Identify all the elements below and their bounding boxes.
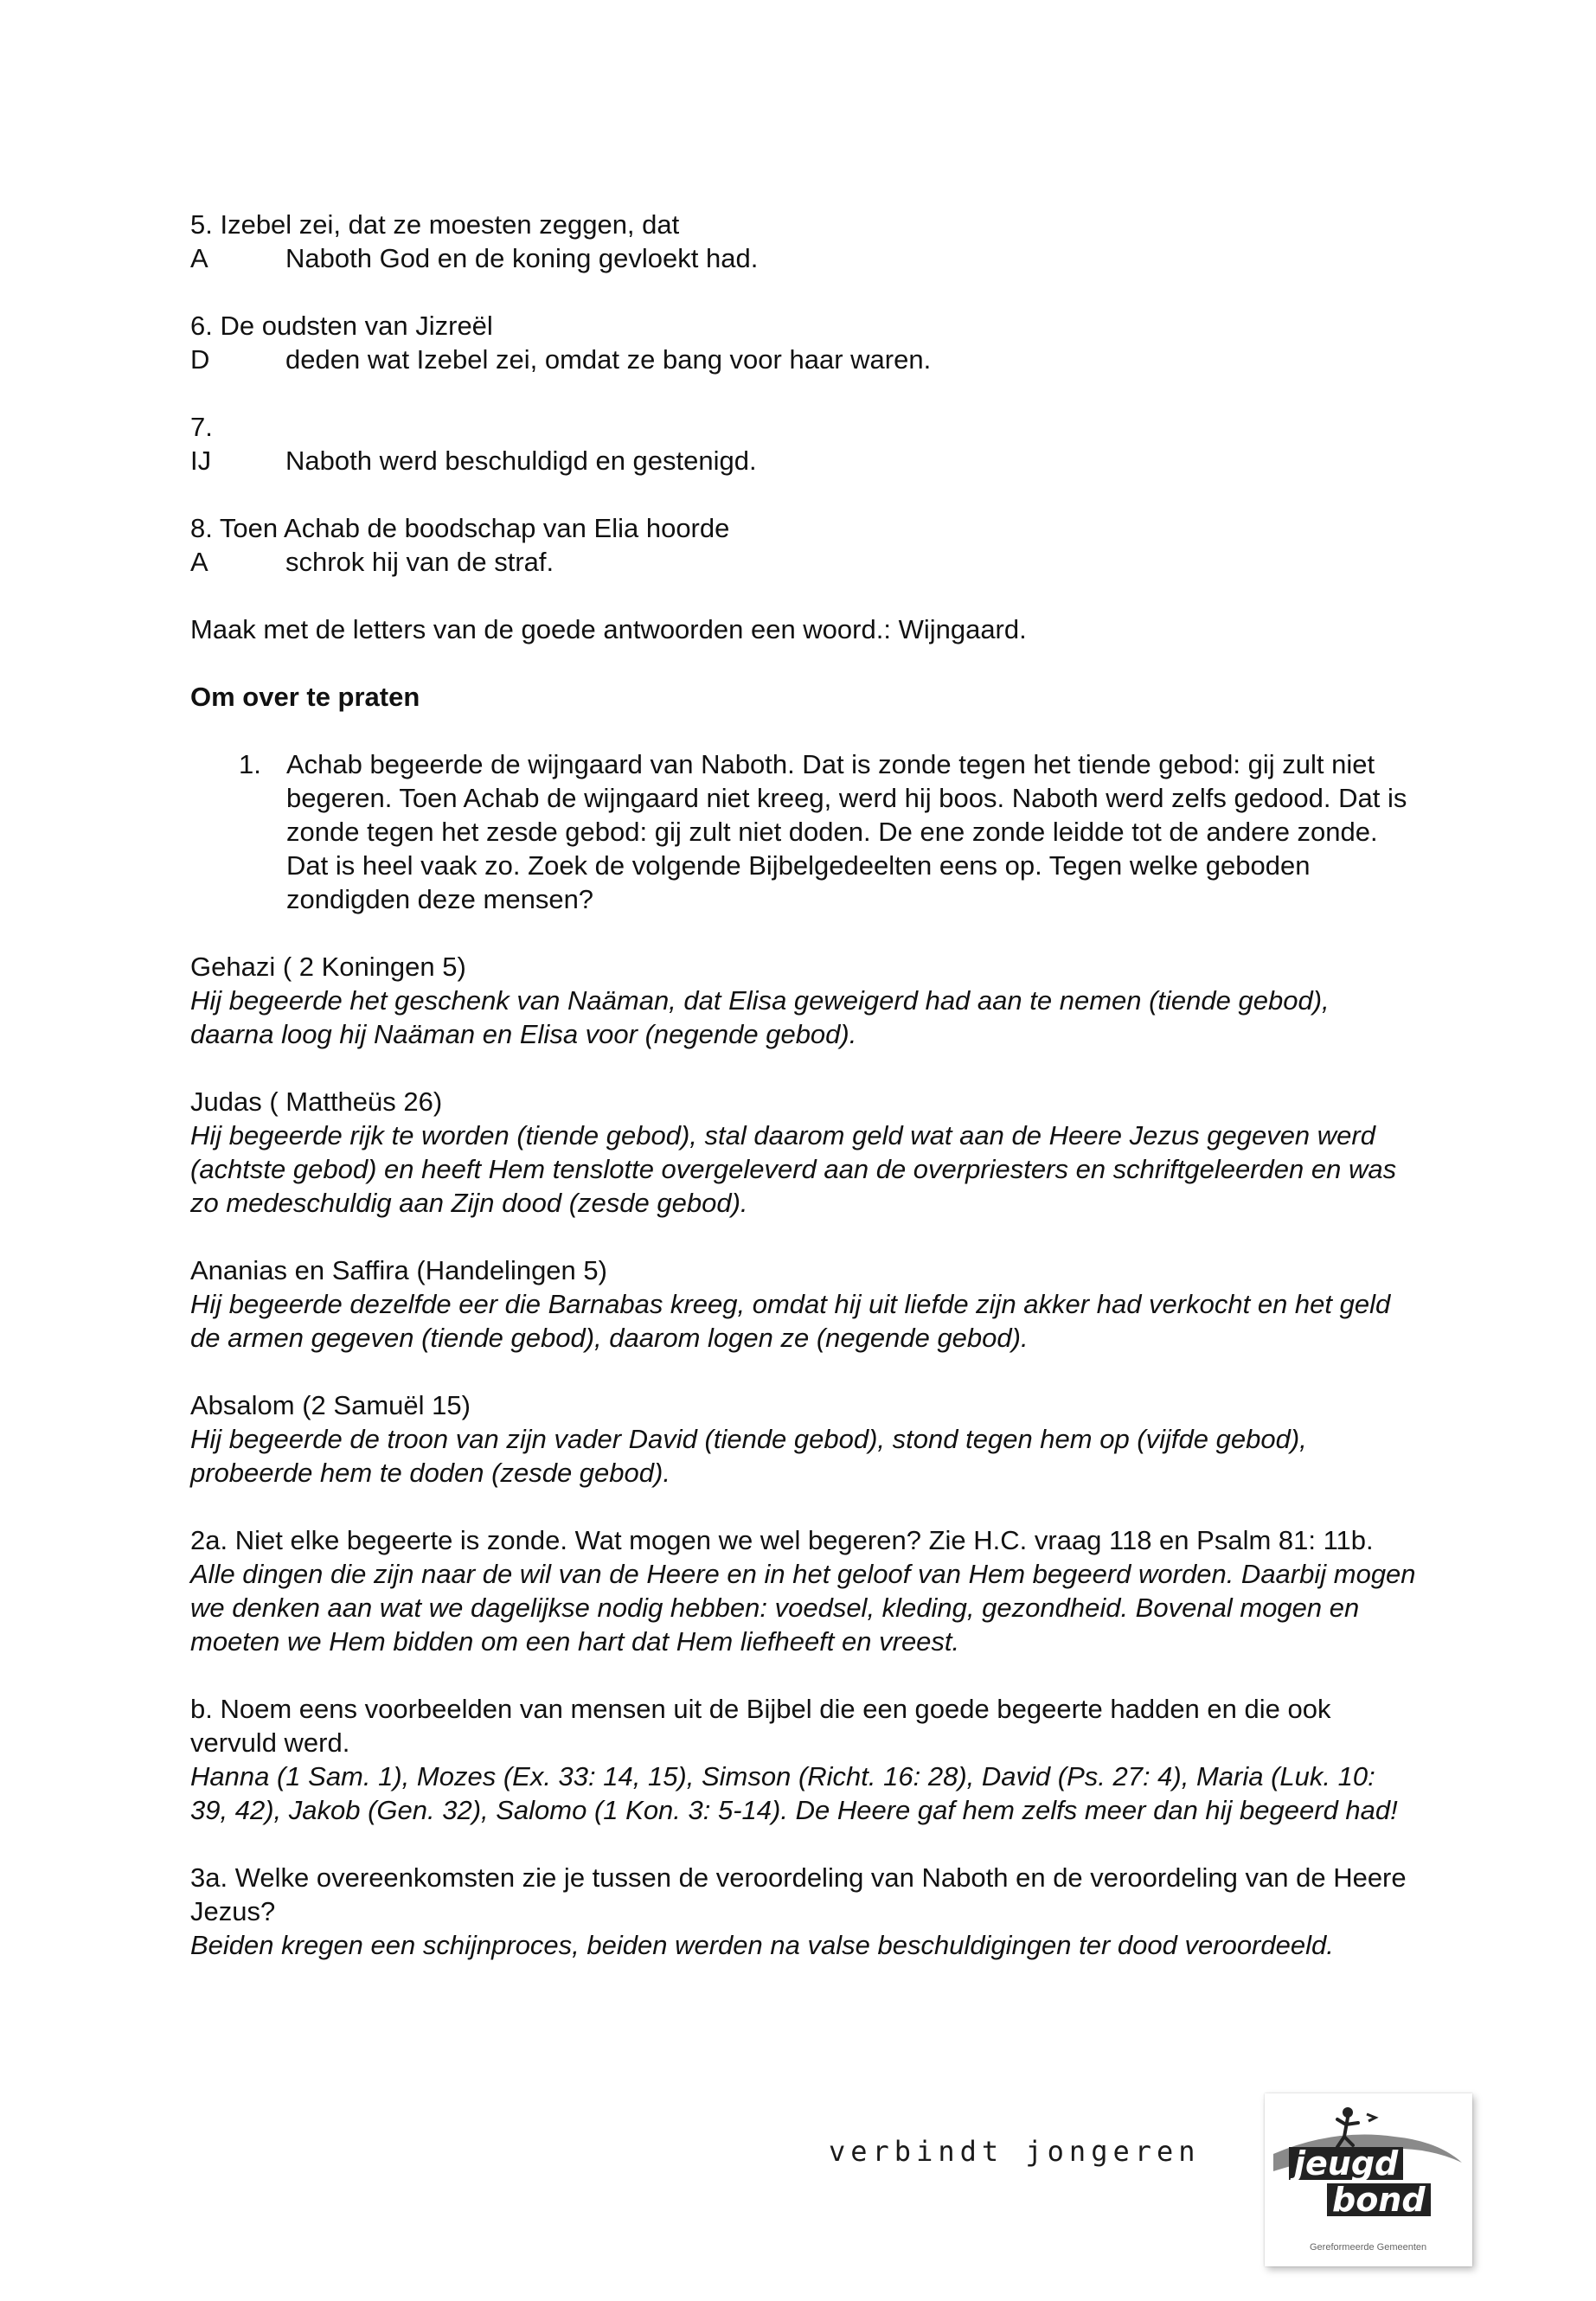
jeugdbond-logo (1265, 2093, 1472, 2266)
person-reference: Gehazi ( 2 Koningen 5) (190, 952, 466, 982)
quiz-answer-row (190, 241, 1419, 275)
person-reference: Ananias en Saffira (Handelingen 5) (190, 1255, 607, 1285)
answer-text: Naboth God en de koning gevloekt had. (285, 243, 759, 273)
person-answer: Hij begeerde de troon van zijn vader David (tiende gebod), stond tegen hem op (vijfde gebod), probeerde hem te doden (zesde gebod). (190, 1424, 1307, 1488)
logo-subtitle: Gereformeerde Gemeenten (1310, 2242, 1427, 2253)
answer-letter: IJ (190, 445, 212, 476)
footer-tagline: verbindt jongeren (829, 2135, 1201, 2168)
quiz-answer-row (190, 343, 1419, 376)
logo-word-bond: bond (1327, 2183, 1431, 2216)
answer-text: schrok hij van de straf. (285, 547, 554, 577)
question-2b: b. Noem eens voorbeelden van mensen uit de Bijbel die een goede begeerte hadden en die ook vervuld werd. (190, 1694, 1331, 1758)
answer-text: deden wat Izebel zei, omdat ze bang voor haar waren. (285, 344, 932, 375)
quiz-answer-row (190, 545, 1419, 579)
question-3a: 3a. Welke overeenkomsten zie je tussen de veroordeling van Naboth en de veroordeling van de Heere Jezus? (190, 1862, 1407, 1926)
person-reference: Absalom (2 Samuël 15) (190, 1390, 471, 1420)
numbered-item (239, 747, 1419, 916)
quiz-question: 8. Toen Achab de boodschap van Elia hoorde (190, 513, 730, 543)
answer-2b: Hanna (1 Sam. 1), Mozes (Ex. 33: 14, 15), Simson (Richt. 16: 28), David (Ps. 27: 4), Maria (Luk. 10: 39, 42), Jakob (Gen. 32), Salomo (1 Kon. 3: 5-14). De Heere gaf hem zelfs meer dan hij begeerd had! (190, 1761, 1398, 1825)
answer-2a: Alle dingen die zijn naar de wil van de Heere en in het geloof van Hem begeerd worden. Daarbij mogen we denken aan wat we dagelijkse nodig hebben: voedsel, kleding, gezondheid. Bovenal mogen en moeten we Hem bidden om een hart dat Hem liefheeft en vreest. (190, 1559, 1416, 1657)
item-number: 1. (239, 749, 261, 779)
logo-word-jeugd: jeugd (1289, 2147, 1403, 2180)
answer-letter: D (190, 344, 210, 375)
answer-letter: A (190, 243, 208, 273)
person-reference: Judas ( Mattheüs 26) (190, 1086, 443, 1117)
quiz-question: 7. (190, 412, 213, 442)
answer-3a: Beiden kregen een schijnproces, beiden werden na valse beschuldigingen ter dood veroordeeld. (190, 1930, 1334, 1960)
answer-letter: A (190, 547, 208, 577)
section-title: Om over te praten (190, 682, 420, 712)
person-answer: Hij begeerde het geschenk van Naäman, dat Elisa geweigerd had aan te nemen (tiende gebod), daarna loog hij Naäman en Elisa voor (negende gebod). (190, 985, 1330, 1049)
person-answer: Hij begeerde dezelfde eer die Barnabas kreeg, omdat hij uit liefde zijn akker had verkocht en het geld de armen gegeven (tiende gebod), daarom logen ze (negende gebod). (190, 1289, 1391, 1353)
item-text: Achab begeerde de wijngaard van Naboth. Dat is zonde tegen het tiende gebod: gij zult niet begeren. Toen Achab de wijngaard niet kreeg, werd hij boos. Naboth werd zelfs gedood. Dat is zonde tegen het zesde gebod: gij zult niet doden. De ene zonde leidde tot de andere zonde. Dat is heel vaak zo. Zoek de volgende Bijbelgedeelten eens op. Tegen welke geboden zondigden deze mensen? (286, 749, 1407, 914)
person-answer: Hij begeerde rijk te worden (tiende gebod), stal daarom geld wat aan de Heere Jezus gegeven werd (achtste gebod) en heeft Hem tenslotte overgeleverd aan de overpriesters en schriftgeleerden en was zo medeschuldig aan Zijn dood (zesde gebod). (190, 1120, 1397, 1218)
document-body (190, 208, 1419, 1962)
question-2a: 2a. Niet elke begeerte is zonde. Wat mogen we wel begeren? Zie H.C. vraag 118 en Psalm 81: 11b. (190, 1525, 1374, 1555)
quiz-question: 5. Izebel zei, dat ze moesten zeggen, dat (190, 209, 680, 240)
quiz-answer-row (190, 444, 1419, 478)
quiz-conclusion: Maak met de letters van de goede antwoorden een woord.: Wijngaard. (190, 614, 1027, 644)
answer-text: Naboth werd beschuldigd en gestenigd. (285, 445, 757, 476)
quiz-question: 6. De oudsten van Jizreël (190, 311, 493, 341)
